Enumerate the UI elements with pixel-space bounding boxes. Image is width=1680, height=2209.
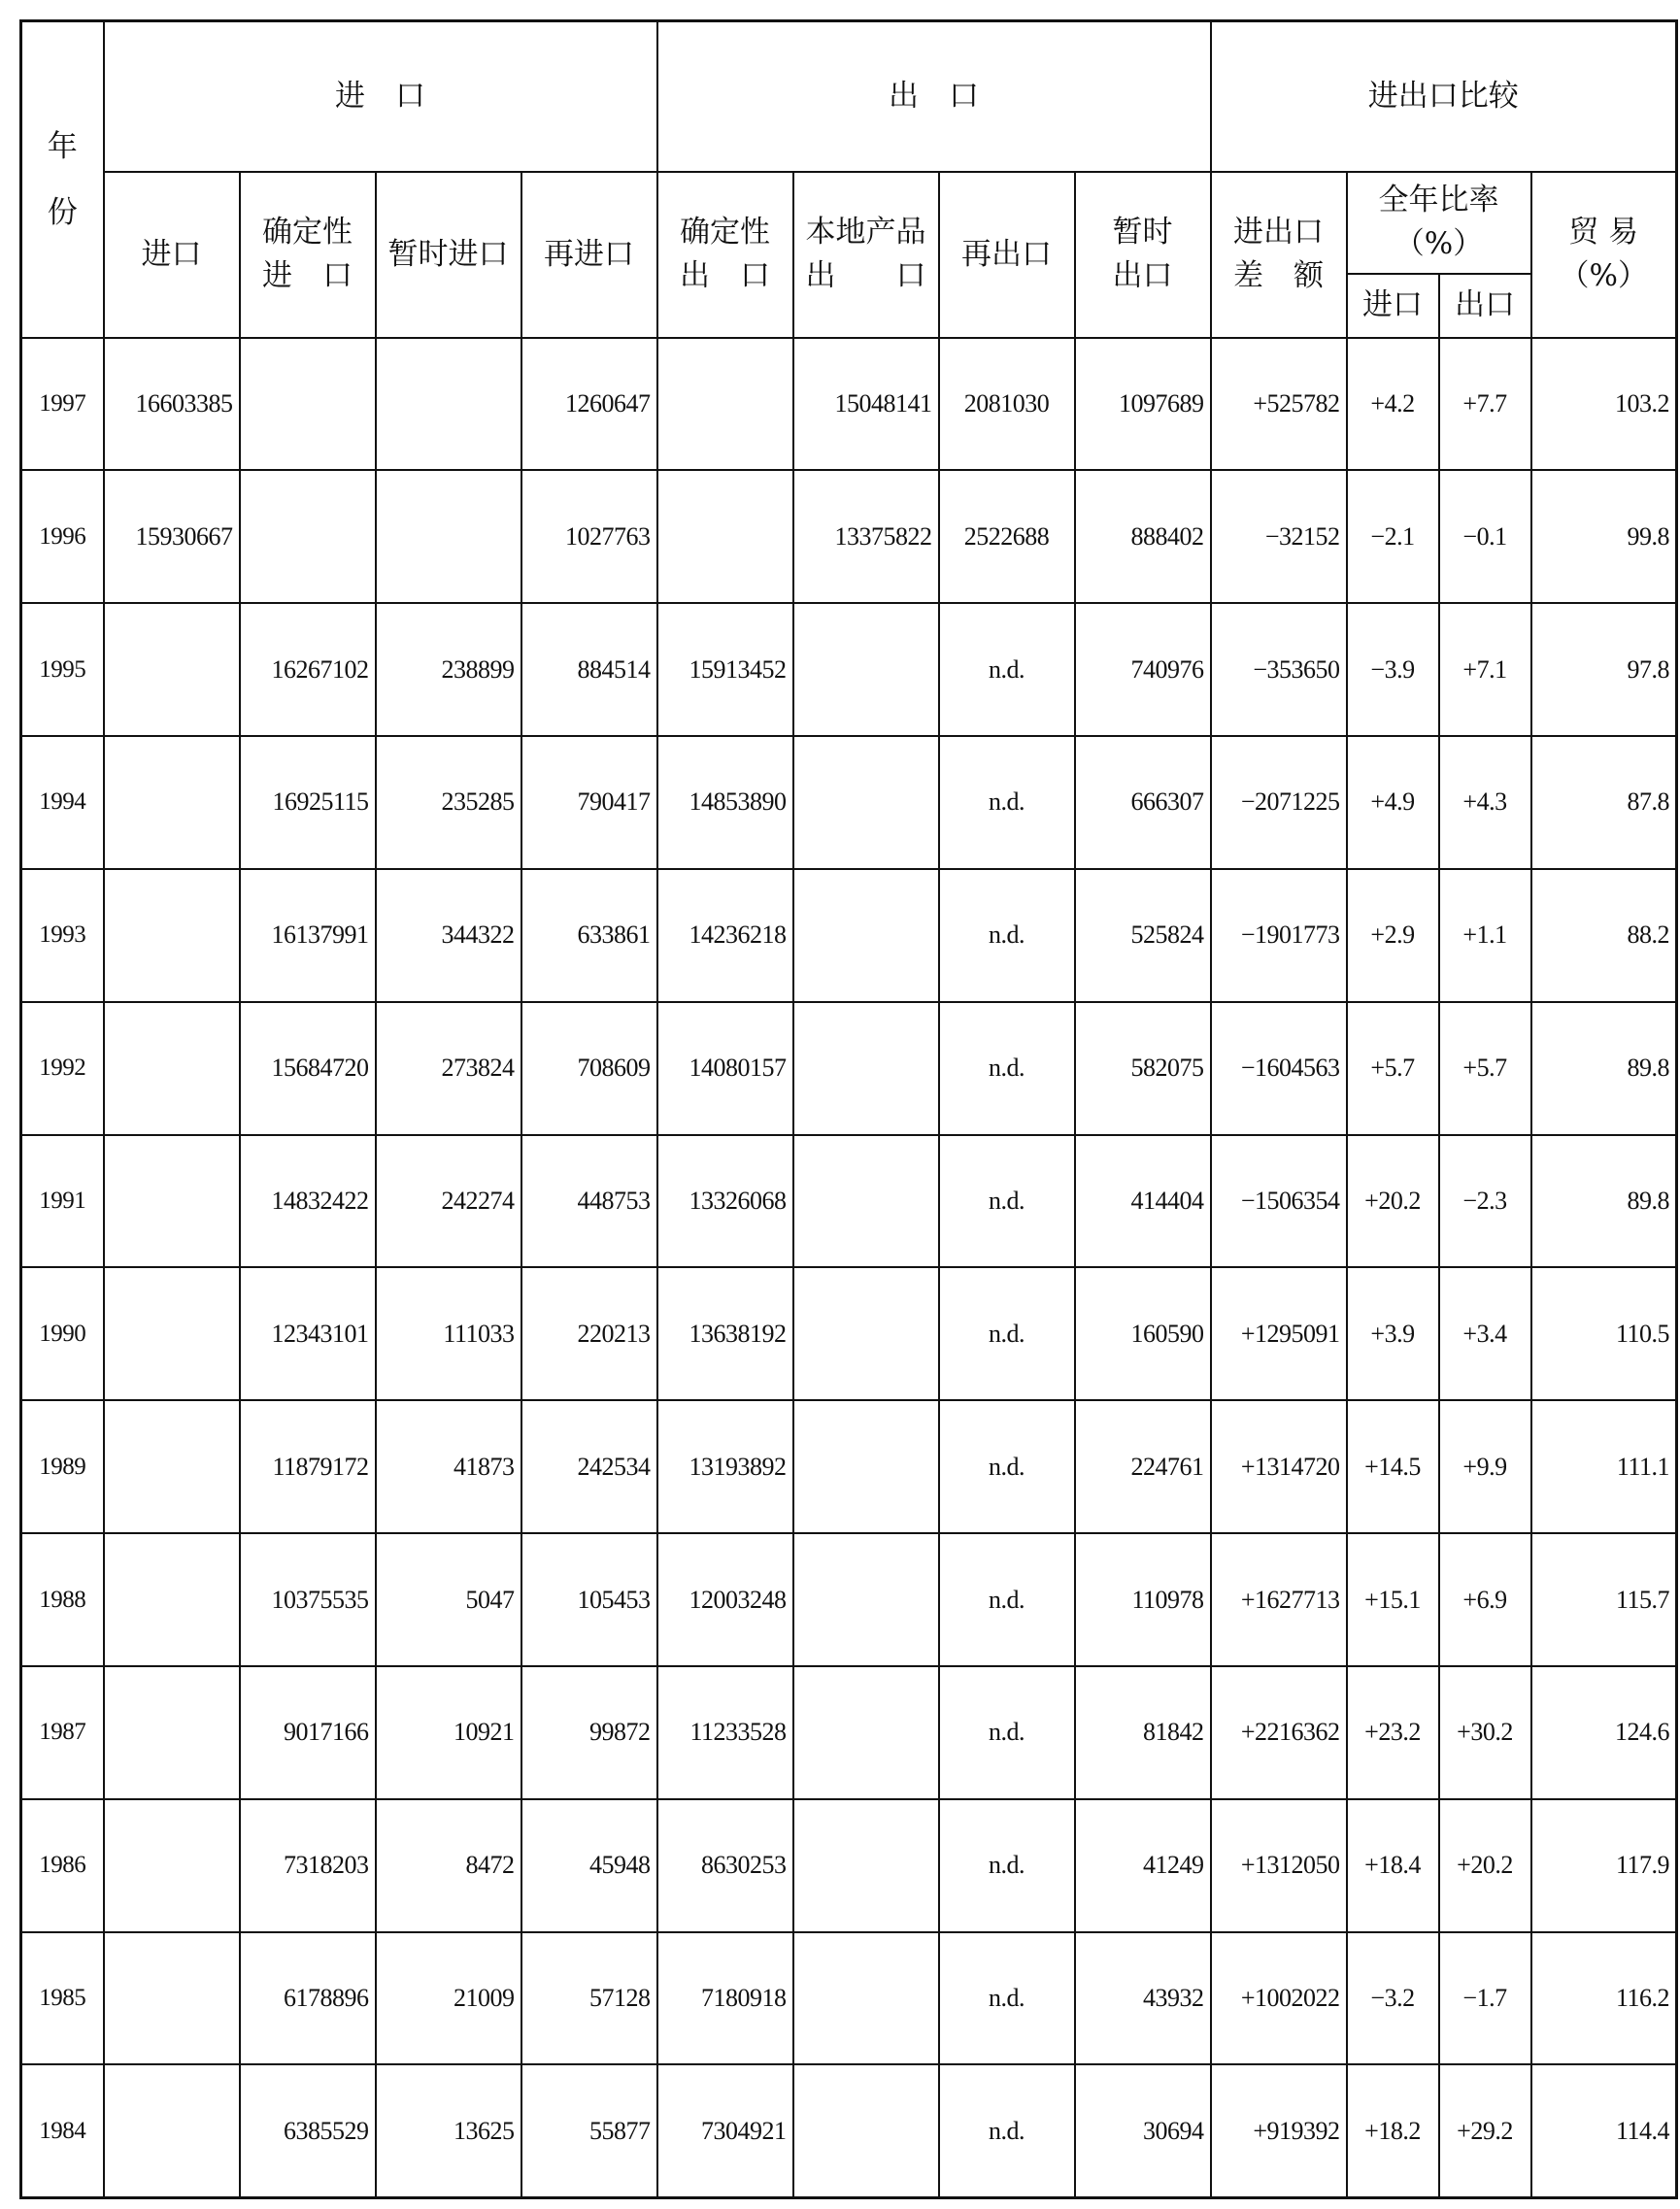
table-row [21, 1267, 1677, 1400]
import-cell [104, 869, 240, 1002]
temp-import-cell: 5047 [376, 1533, 521, 1666]
temp-import-cell: 41873 [376, 1400, 521, 1533]
fixed-export-cell: 8630253 [657, 1799, 793, 1932]
year-cell: 1996 [21, 470, 104, 603]
fixed-export-cell: 14853890 [657, 736, 793, 869]
fixed-export-cell: 7180918 [657, 1932, 793, 2065]
temp-import-cell: 344322 [376, 869, 521, 1002]
reimport-cell: 242534 [521, 1400, 657, 1533]
fixed-export-cell: 12003248 [657, 1533, 793, 1666]
year-cell: 1984 [21, 2064, 104, 2197]
rate-import-cell: +18.4 [1347, 1799, 1439, 1932]
balance-cell: +525782 [1211, 338, 1347, 471]
fixed-import-cell: 6178896 [240, 1932, 376, 2065]
table-row [21, 1002, 1677, 1135]
fixed-import-cell: 7318203 [240, 1799, 376, 1932]
fixed-export-cell: 7304921 [657, 2064, 793, 2197]
table-row [21, 1932, 1677, 2065]
table-row [21, 1666, 1677, 1799]
import-cell [104, 603, 240, 736]
rate-import-cell: −3.2 [1347, 1932, 1439, 2065]
reimport-cell: 790417 [521, 736, 657, 869]
temp-import-header: 暂时进口 [376, 172, 521, 338]
fixed-import-cell: 11879172 [240, 1400, 376, 1533]
fixed-import-cell: 15684720 [240, 1002, 376, 1135]
year-cell: 1987 [21, 1666, 104, 1799]
rate-import-cell: +4.2 [1347, 338, 1439, 471]
trade-cell: 97.8 [1531, 603, 1677, 736]
import-cell [104, 1932, 240, 2065]
reexport-cell: n.d. [939, 1135, 1075, 1268]
rate-export-cell: +30.2 [1439, 1666, 1531, 1799]
table-row [21, 470, 1677, 603]
temp-export-cell: 740976 [1075, 603, 1211, 736]
temp-import-cell: 238899 [376, 603, 521, 736]
trade-cell: 117.9 [1531, 1799, 1677, 1932]
local-export-cell [793, 1267, 939, 1400]
reexport-cell: n.d. [939, 1002, 1075, 1135]
reimport-cell: 708609 [521, 1002, 657, 1135]
rate-import-cell: +15.1 [1347, 1533, 1439, 1666]
local-export-cell [793, 736, 939, 869]
trade-cell: 103.2 [1531, 338, 1677, 471]
trade-cell: 88.2 [1531, 869, 1677, 1002]
rate-export-cell: +5.7 [1439, 1002, 1531, 1135]
reexport-cell: n.d. [939, 2064, 1075, 2197]
table-row [21, 2064, 1677, 2197]
trade-cell: 89.8 [1531, 1002, 1677, 1135]
reexport-cell: n.d. [939, 1533, 1075, 1666]
year-cell: 1989 [21, 1400, 104, 1533]
rate-export-cell: +4.3 [1439, 736, 1531, 869]
year-cell: 1992 [21, 1002, 104, 1135]
temp-export-cell: 30694 [1075, 2064, 1211, 2197]
import-cell [104, 736, 240, 869]
rate-import-cell: +14.5 [1347, 1400, 1439, 1533]
reexport-header: 再出口 [939, 172, 1075, 338]
rate-import-cell: −3.9 [1347, 603, 1439, 736]
fixed-import-cell: 10375535 [240, 1533, 376, 1666]
rate-import-cell: +23.2 [1347, 1666, 1439, 1799]
table-row [21, 869, 1677, 1002]
balance-cell: +1312050 [1211, 1799, 1347, 1932]
reimport-cell: 1027763 [521, 470, 657, 603]
local-export-cell [793, 603, 939, 736]
year-cell: 1993 [21, 869, 104, 1002]
table-body [21, 338, 1677, 2198]
local-export-cell [793, 2064, 939, 2197]
temp-export-cell: 888402 [1075, 470, 1211, 603]
temp-export-cell: 1097689 [1075, 338, 1211, 471]
reimport-cell: 448753 [521, 1135, 657, 1268]
reexport-cell: 2081030 [939, 338, 1075, 471]
temp-export-cell: 41249 [1075, 1799, 1211, 1932]
local-export-cell [793, 1799, 939, 1932]
trade-header: 贸 易 （%） [1531, 172, 1677, 338]
reimport-cell: 45948 [521, 1799, 657, 1932]
reimport-cell: 55877 [521, 2064, 657, 2197]
rate-import-header: 进口 [1347, 274, 1439, 338]
year-cell: 1994 [21, 736, 104, 869]
fixed-import-cell: 16137991 [240, 869, 376, 1002]
table-row [21, 736, 1677, 869]
rate-export-header: 出口 [1439, 274, 1531, 338]
trade-cell: 115.7 [1531, 1533, 1677, 1666]
import-cell [104, 1267, 240, 1400]
trade-cell: 89.8 [1531, 1135, 1677, 1268]
year-header: 年份 [21, 21, 104, 338]
reexport-cell: n.d. [939, 1400, 1075, 1533]
temp-export-cell: 160590 [1075, 1267, 1211, 1400]
import-cell: 15930667 [104, 470, 240, 603]
balance-cell: +1295091 [1211, 1267, 1347, 1400]
import-cell [104, 1135, 240, 1268]
temp-import-cell: 273824 [376, 1002, 521, 1135]
trade-cell: 114.4 [1531, 2064, 1677, 2197]
rate-import-cell: +2.9 [1347, 869, 1439, 1002]
temp-export-header: 暂时 出口 [1075, 172, 1211, 338]
rate-export-cell: +1.1 [1439, 869, 1531, 1002]
fixed-import-cell: 9017166 [240, 1666, 376, 1799]
fixed-export-header: 确定性 出 口 [657, 172, 793, 338]
temp-import-cell: 13625 [376, 2064, 521, 2197]
year-cell: 1986 [21, 1799, 104, 1932]
temp-import-cell: 235285 [376, 736, 521, 869]
rate-export-cell: +9.9 [1439, 1400, 1531, 1533]
balance-cell: +2216362 [1211, 1666, 1347, 1799]
reimport-cell: 884514 [521, 603, 657, 736]
local-export-header: 本地产品 出 口 [793, 172, 939, 338]
balance-cell: −1604563 [1211, 1002, 1347, 1135]
temp-import-cell: 8472 [376, 1799, 521, 1932]
fixed-import-header: 确定性 进 口 [240, 172, 376, 338]
balance-cell: +1627713 [1211, 1533, 1347, 1666]
import-cell [104, 1533, 240, 1666]
temp-export-cell: 525824 [1075, 869, 1211, 1002]
table-row [21, 1533, 1677, 1666]
compare-group-header: 进出口比较 [1211, 21, 1677, 172]
table-row [21, 338, 1677, 471]
reimport-cell: 57128 [521, 1932, 657, 2065]
temp-import-cell [376, 338, 521, 471]
trade-cell: 110.5 [1531, 1267, 1677, 1400]
fixed-import-cell: 14832422 [240, 1135, 376, 1268]
import-cell [104, 1400, 240, 1533]
import-cell [104, 1002, 240, 1135]
local-export-cell [793, 1666, 939, 1799]
import-cell [104, 1666, 240, 1799]
rate-export-cell: −1.7 [1439, 1932, 1531, 2065]
temp-export-cell: 110978 [1075, 1533, 1211, 1666]
reexport-cell: n.d. [939, 1267, 1075, 1400]
rate-import-cell: +18.2 [1347, 2064, 1439, 2197]
fixed-export-cell: 14080157 [657, 1002, 793, 1135]
temp-import-cell: 10921 [376, 1666, 521, 1799]
temp-import-cell: 242274 [376, 1135, 521, 1268]
fixed-import-cell: 12343101 [240, 1267, 376, 1400]
rate-export-cell: +7.7 [1439, 338, 1531, 471]
year-cell: 1985 [21, 1932, 104, 2065]
trade-cell: 111.1 [1531, 1400, 1677, 1533]
document-page [19, 19, 1675, 2199]
fixed-export-cell: 13193892 [657, 1400, 793, 1533]
local-export-cell [793, 1533, 939, 1666]
rate-export-cell: +29.2 [1439, 2064, 1531, 2197]
reexport-cell: n.d. [939, 1799, 1075, 1932]
reexport-cell: 2522688 [939, 470, 1075, 603]
balance-cell: −1901773 [1211, 869, 1347, 1002]
reimport-cell: 105453 [521, 1533, 657, 1666]
temp-export-cell: 414404 [1075, 1135, 1211, 1268]
fixed-export-cell: 13326068 [657, 1135, 793, 1268]
fixed-import-cell [240, 470, 376, 603]
rate-import-cell: +5.7 [1347, 1002, 1439, 1135]
balance-cell: −353650 [1211, 603, 1347, 736]
table-row [21, 603, 1677, 736]
reimport-cell: 220213 [521, 1267, 657, 1400]
trade-cell: 99.8 [1531, 470, 1677, 603]
import-header: 进口 [104, 172, 240, 338]
import-cell [104, 1799, 240, 1932]
balance-cell: +1002022 [1211, 1932, 1347, 2065]
local-export-cell [793, 1135, 939, 1268]
temp-export-cell: 81842 [1075, 1666, 1211, 1799]
table-row [21, 1135, 1677, 1268]
rate-export-cell: +6.9 [1439, 1533, 1531, 1666]
local-export-cell [793, 869, 939, 1002]
temp-import-cell: 111033 [376, 1267, 521, 1400]
reexport-cell: n.d. [939, 603, 1075, 736]
local-export-cell [793, 1002, 939, 1135]
table-header [21, 21, 1677, 338]
balance-cell: +1314720 [1211, 1400, 1347, 1533]
trade-cell: 87.8 [1531, 736, 1677, 869]
reimport-cell: 633861 [521, 869, 657, 1002]
import-group-header: 进 口 [104, 21, 657, 172]
rate-import-cell: −2.1 [1347, 470, 1439, 603]
rate-export-cell: −0.1 [1439, 470, 1531, 603]
fixed-import-cell: 16925115 [240, 736, 376, 869]
trade-table [19, 19, 1678, 2199]
reexport-cell: n.d. [939, 736, 1075, 869]
rate-import-cell: +3.9 [1347, 1267, 1439, 1400]
reexport-cell: n.d. [939, 1666, 1075, 1799]
fixed-export-cell: 15913452 [657, 603, 793, 736]
fixed-import-cell: 6385529 [240, 2064, 376, 2197]
year-cell: 1991 [21, 1135, 104, 1268]
trade-cell: 116.2 [1531, 1932, 1677, 2065]
local-export-cell [793, 1400, 939, 1533]
year-cell: 1990 [21, 1267, 104, 1400]
reimport-header: 再进口 [521, 172, 657, 338]
local-export-cell [793, 1932, 939, 2065]
reimport-cell: 99872 [521, 1666, 657, 1799]
table-row [21, 1799, 1677, 1932]
table-row [21, 1400, 1677, 1533]
balance-cell: +919392 [1211, 2064, 1347, 2197]
year-cell: 1988 [21, 1533, 104, 1666]
fixed-export-cell: 11233528 [657, 1666, 793, 1799]
rate-export-cell: −2.3 [1439, 1135, 1531, 1268]
rate-export-cell: +7.1 [1439, 603, 1531, 736]
fixed-import-cell: 16267102 [240, 603, 376, 736]
annual-rate-header: 全年比率 （%） [1347, 172, 1531, 274]
local-export-cell: 15048141 [793, 338, 939, 471]
fixed-import-cell [240, 338, 376, 471]
rate-import-cell: +4.9 [1347, 736, 1439, 869]
local-export-cell: 13375822 [793, 470, 939, 603]
trade-cell: 124.6 [1531, 1666, 1677, 1799]
reimport-cell: 1260647 [521, 338, 657, 471]
import-cell [104, 2064, 240, 2197]
reexport-cell: n.d. [939, 869, 1075, 1002]
rate-export-cell: +3.4 [1439, 1267, 1531, 1400]
fixed-export-cell: 14236218 [657, 869, 793, 1002]
fixed-export-cell: 13638192 [657, 1267, 793, 1400]
rate-export-cell: +20.2 [1439, 1799, 1531, 1932]
temp-export-cell: 224761 [1075, 1400, 1211, 1533]
balance-header: 进出口 差 额 [1211, 172, 1347, 338]
balance-cell: −32152 [1211, 470, 1347, 603]
year-cell: 1995 [21, 603, 104, 736]
temp-import-cell [376, 470, 521, 603]
export-group-header: 出 口 [657, 21, 1211, 172]
temp-export-cell: 43932 [1075, 1932, 1211, 2065]
temp-import-cell: 21009 [376, 1932, 521, 2065]
year-cell: 1997 [21, 338, 104, 471]
fixed-export-cell [657, 338, 793, 471]
rate-import-cell: +20.2 [1347, 1135, 1439, 1268]
temp-export-cell: 666307 [1075, 736, 1211, 869]
fixed-export-cell [657, 470, 793, 603]
reexport-cell: n.d. [939, 1932, 1075, 2065]
balance-cell: −2071225 [1211, 736, 1347, 869]
temp-export-cell: 582075 [1075, 1002, 1211, 1135]
balance-cell: −1506354 [1211, 1135, 1347, 1268]
import-cell: 16603385 [104, 338, 240, 471]
